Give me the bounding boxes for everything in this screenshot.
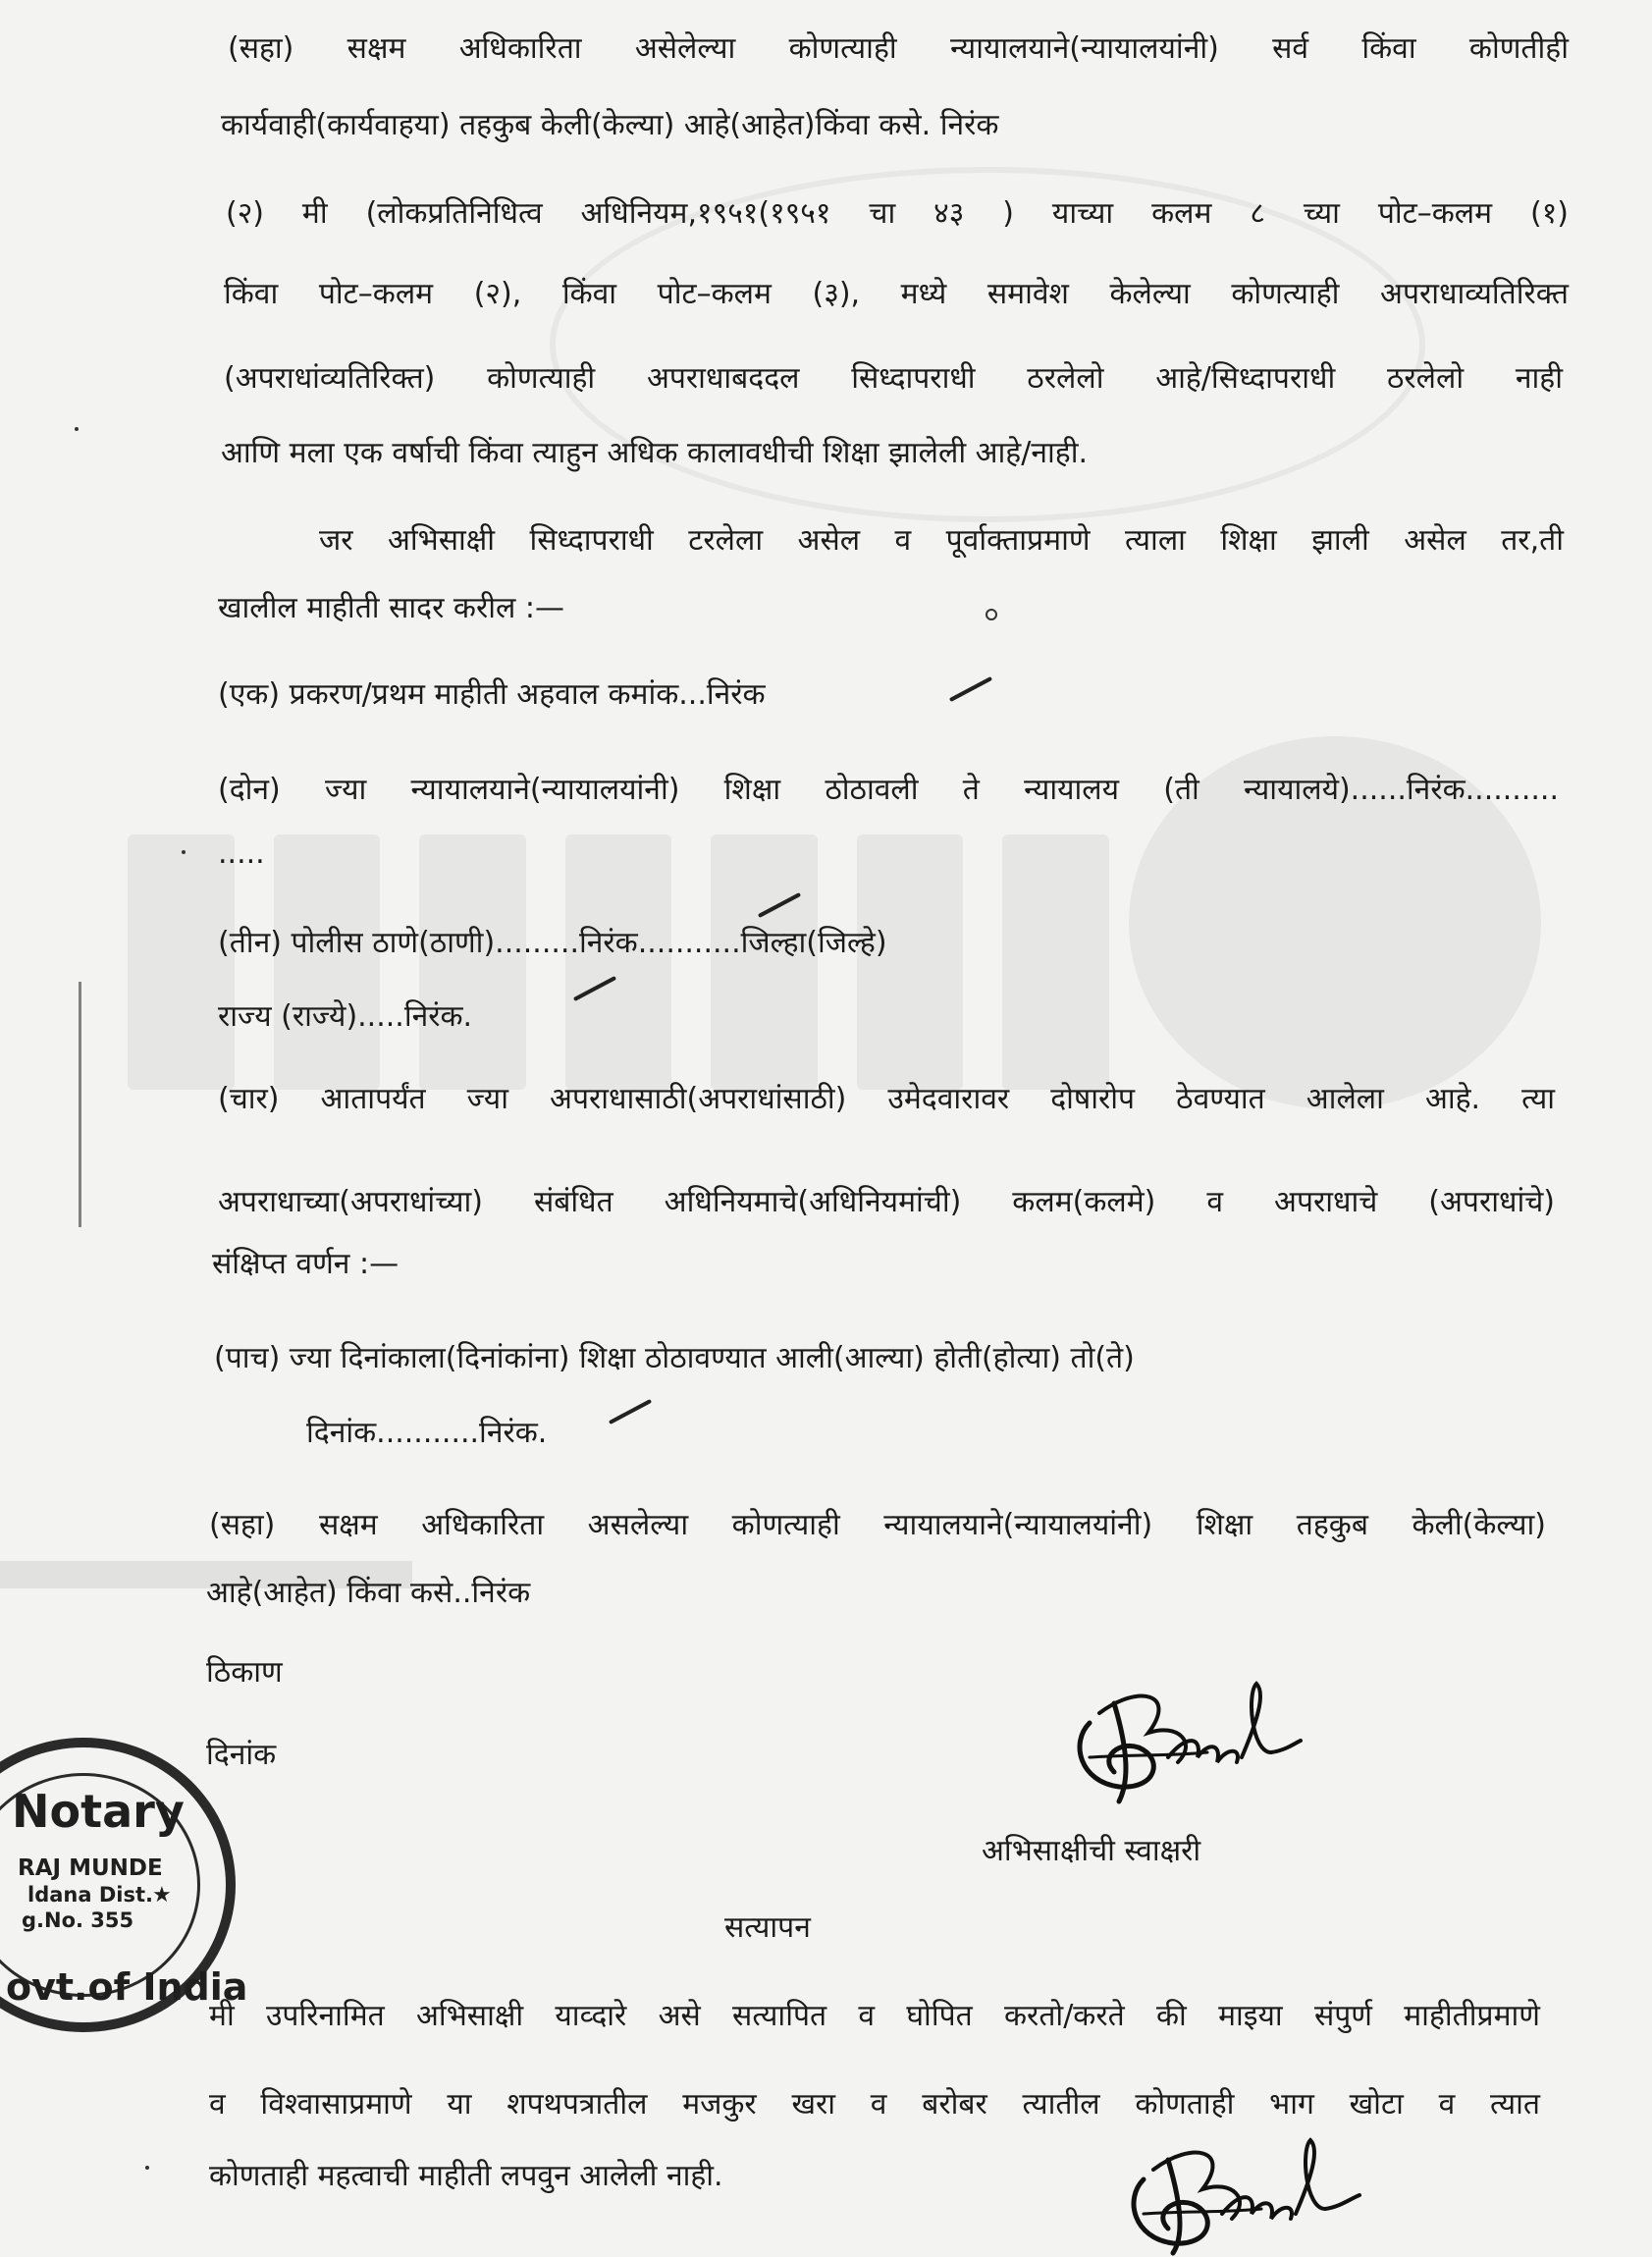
notary-seal-name: RAJ MUNDE — [18, 1855, 163, 1881]
text-line: (सहा) सक्षम अधिकारिता असलेल्या कोणत्याही न्यायालयाने(न्यायालयांनी) शिक्षा तहकुब केली(केल्या) — [209, 1508, 1546, 1542]
notary-seal-top-text: Notary — [12, 1785, 185, 1838]
text-line: किंवा पोट–कलम (२), किंवा पोट–कलम (३), मध्ये समावेश केलेल्या कोणत्याही अपराधाव्यतिरिक्त — [224, 277, 1569, 311]
text-line: (२) मी (लोकप्रतिनिधित्व अधिनियम,१९५१(१९५१ चा ४३ ) याच्या कलम ८ च्या पोट–कलम (१) — [226, 196, 1569, 231]
text-line: (सहा) सक्षम अधिकारिता असेलेल्या कोणत्याही न्यायालयाने(न्यायालयांनी) सर्व किंवा कोणतीही — [228, 31, 1569, 66]
text-line: कार्यवाही(कार्यवाहया) तहकुब केली(केल्या) आहे(आहेत)किंवा कसे. निरंक — [221, 108, 999, 142]
text-line: जर अभिसाक्षी सिध्दापराधी टरलेला असेल व पूर्वाक्ताप्रमाणे त्याला शिक्षा झाली असेल तर,ती — [319, 523, 1564, 558]
text-line: खालील माहीती सादर करील :— — [218, 591, 564, 625]
text-line: राज्य (राज्ये).....निरंक. — [218, 999, 473, 1034]
tick-mark — [949, 676, 992, 702]
text-line: (अपराधांव्यतिरिक्त) कोणत्याही अपराधाबददल सिध्दापराधी ठरलेलो आहे/सिध्दापराधी ठरलेलो नाही — [224, 361, 1563, 396]
stray-mark — [75, 427, 79, 431]
text-line: ..... — [218, 836, 265, 871]
notary-seal-reg: g.No. 355 — [22, 1908, 134, 1932]
place-label: ठिकाण — [206, 1655, 283, 1690]
deponent-signature — [1060, 1664, 1315, 1821]
text-line: आहे(आहेत) किंवा कसे..निरंक — [206, 1576, 531, 1610]
stray-mark — [145, 2166, 149, 2170]
date-label: दिनांक — [206, 1738, 277, 1772]
text-line: अपराधाच्या(अपराधांच्या) संबंधित अधिनियमाचे(अधिनियमांची) कलम(कलमे) व अपराधाचे (अपराधांचे) — [218, 1185, 1555, 1219]
verification-signature — [1114, 2121, 1369, 2257]
notary-seal-district: ldana Dist. — [27, 1883, 153, 1907]
text-line: संक्षिप्त वर्णन :— — [212, 1247, 400, 1281]
text-line: (तीन) पोलीस ठाणे(ठाणी).........निरंक...........जिल्हा(जिल्हे) — [218, 926, 887, 960]
text-line: कोणताही महत्वाची माहीती लपवुन आलेली नाही. — [209, 2159, 723, 2193]
text-line: (पाच) ज्या दिनांकाला(दिनांकांना) शिक्षा ठोठावण्यात आली(आल्या) होती(होत्या) तो(ते) — [214, 1341, 1135, 1375]
text-line: (चार) आतापर्यंत ज्या अपराधासाठी(अपराधांसाठी) उमेदवारावर दोषारोप ठेवण्यात आलेला आहे. त्या — [218, 1082, 1555, 1116]
stray-mark — [986, 609, 997, 620]
text-line: (दोन) ज्या न्यायालयाने(न्यायालयांनी) शिक्षा ठोठावली ते न्यायालय (ती न्यायालये)......निरंक.......... — [218, 773, 1559, 807]
text-line: मी उपरिनामित अभिसाक्षी याव्दारे असे सत्यापित व घोपित करतो/करते की माइया संपुर्ण माहीतीप्रमाणे — [209, 1999, 1540, 2033]
verification-heading: सत्यापन — [724, 1910, 811, 1945]
text-line: दिनांक...........निरंक. — [306, 1416, 548, 1450]
text-line: (एक) प्रकरण/प्रथम माहीती अहवाल कमांक...निरंक — [218, 677, 766, 712]
text-line: आणि मला एक वर्षाची किंवा त्याहुन अधिक कालावधीची शिक्षा झालेली आहे/नाही. — [221, 436, 1089, 470]
tick-mark — [609, 1399, 652, 1424]
scan-edge-mark — [79, 982, 81, 1227]
deponent-signature-label: अभिसाक्षीची स्वाक्षरी — [982, 1834, 1201, 1868]
notary-seal-bottom-text: ovt.of India — [6, 1965, 248, 2009]
notary-seal-star-icon: ★ — [152, 1883, 172, 1908]
text-line: व विश्वासाप्रमाणे या शपथपत्रातील मजकुर खरा व बरोबर त्यातील कोणताही भाग खोटा व त्यात — [209, 2087, 1540, 2122]
stray-mark — [182, 850, 186, 854]
